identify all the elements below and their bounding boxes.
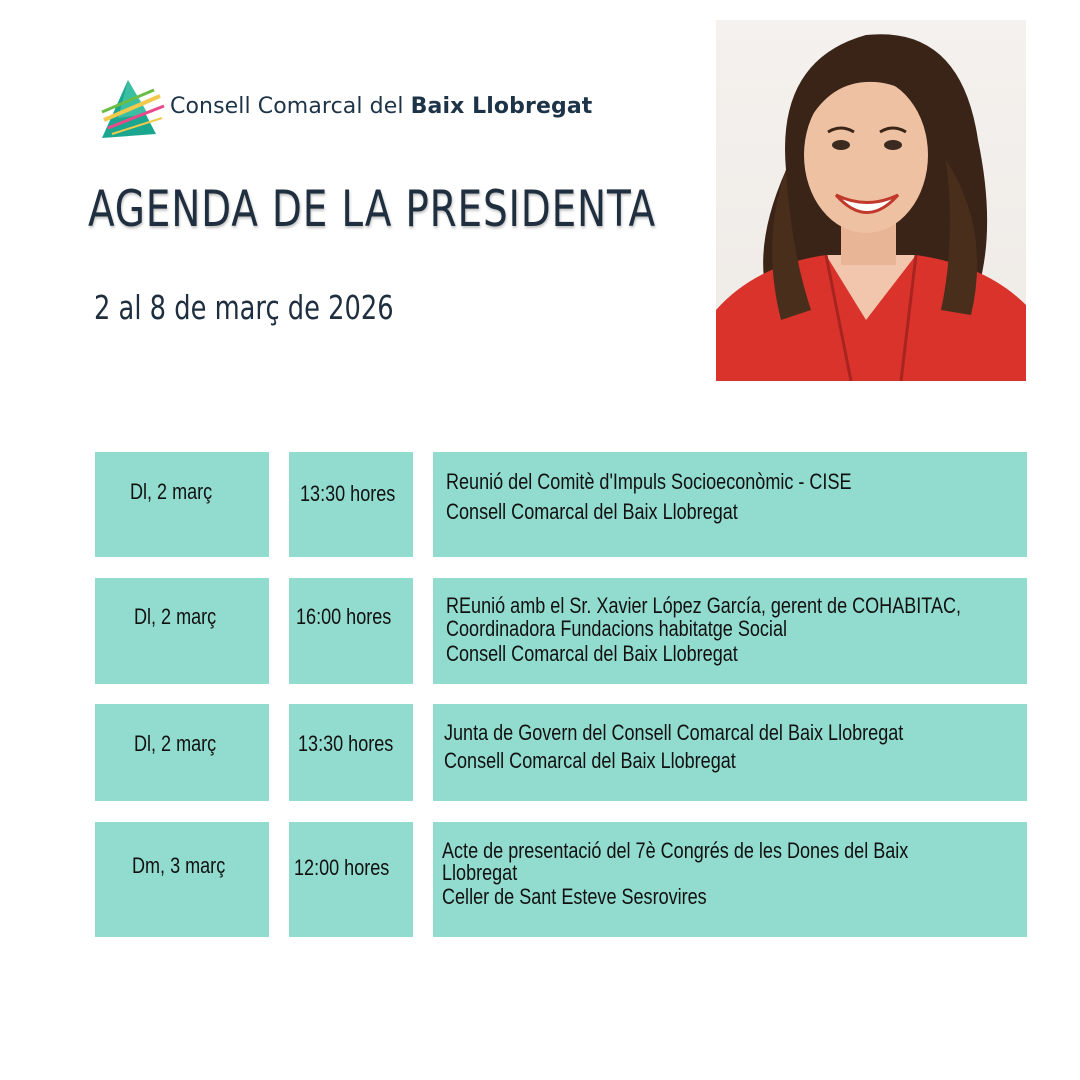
event-day: Dl, 2 març — [134, 604, 217, 629]
event-day-cell — [95, 704, 269, 801]
event-description-line: REunió amb el Sr. Xavier López García, gerent de COHABITAC, — [446, 593, 962, 618]
event-day: Dl, 2 març — [134, 731, 217, 756]
event-description-line: Consell Comarcal del Baix Llobregat — [444, 748, 736, 773]
event-time-cell — [289, 452, 413, 557]
organization-logo — [98, 78, 593, 142]
logo-text: Consell Comarcal del Baix Llobregat — [170, 94, 593, 119]
event-time-cell — [289, 822, 413, 937]
event-time-cell — [289, 578, 413, 684]
event-day-cell — [95, 822, 269, 937]
event-day: Dl, 2 març — [130, 479, 213, 504]
event-time-cell — [289, 704, 413, 801]
portrait-photo — [716, 20, 1026, 381]
event-description-cell — [433, 704, 1027, 801]
event-description-line: Llobregat — [442, 860, 518, 885]
event-day: Dm, 3 març — [132, 853, 226, 878]
event-description-line: Reunió del Comitè d'Impuls Socioeconòmic - CISE — [446, 469, 852, 494]
event-description-line: Junta de Govern del Consell Comarcal del Baix Llobregat — [444, 720, 904, 745]
event-description-line: Consell Comarcal del Baix Llobregat — [446, 641, 738, 666]
event-description-cell — [433, 452, 1027, 557]
logo-mark-icon — [98, 78, 168, 142]
event-time: 13:30 hores — [298, 731, 394, 756]
event-description-line: Celler de Sant Esteve Sesrovires — [442, 884, 707, 909]
page-title: AGENDA DE LA PRESIDENTA — [88, 180, 656, 238]
event-time: 16:00 hores — [296, 604, 392, 629]
event-description-line: Acte de presentació del 7è Congrés de les Dones del Baix — [442, 838, 909, 863]
event-time: 12:00 hores — [294, 855, 390, 880]
event-description-line: Coordinadora Fundacions habitatge Social — [446, 616, 787, 641]
event-time: 13:30 hores — [300, 481, 396, 506]
event-description-cell — [433, 578, 1027, 684]
event-description-cell — [433, 822, 1027, 937]
event-day-cell — [95, 578, 269, 684]
date-range: 2 al 8 de març de 2026 — [94, 288, 394, 327]
event-day-cell — [95, 452, 269, 557]
event-description-line: Consell Comarcal del Baix Llobregat — [446, 499, 738, 524]
